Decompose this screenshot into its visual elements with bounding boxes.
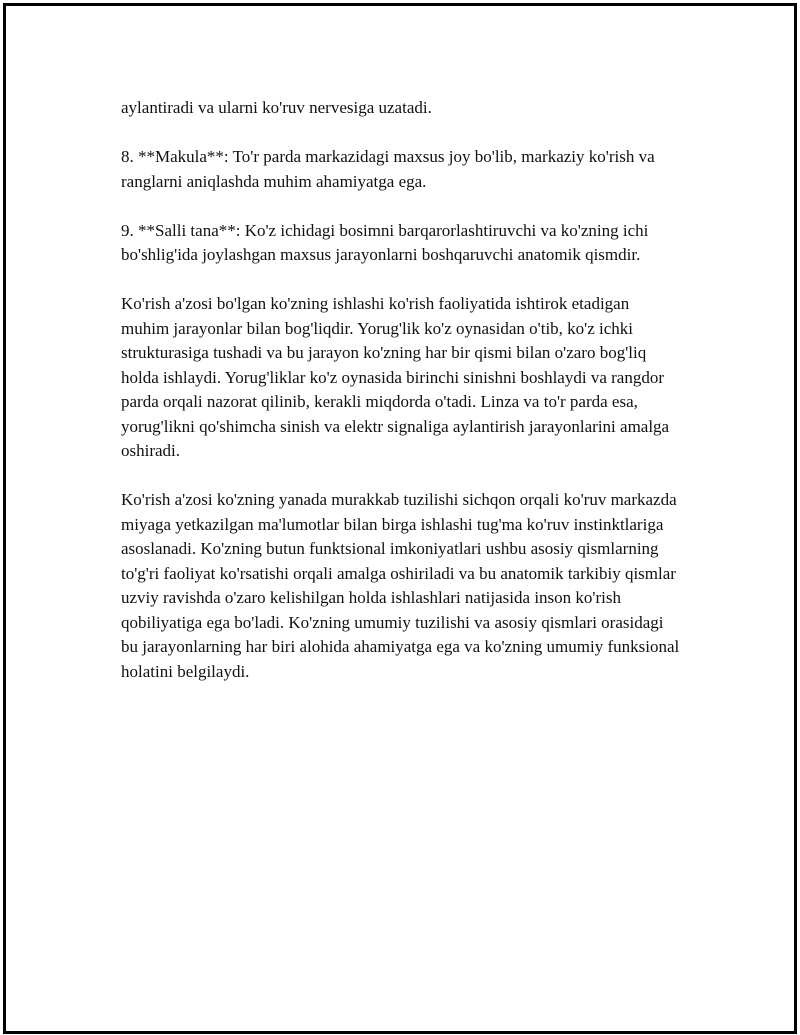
- paragraph-eye-structure: Ko'rish a'zosi ko'zning yanada murakkab tuzilishi sichqon orqali ko'ruv markazda miyaga yetkazilgan ma'lumotlar bilan birga ishlashi tug'ma ko'ruv instinktlariga asoslanadi. Ko'zning butun funktsional imkoniyatlari ushbu asosiy qismlarning to'g'ri faoliyat ko'rsatishi orqali amalga oshiriladi va bu anatomik tarkibiy qismlar uzviy ravishda o'zaro kelishilgan holda ishlashlari natijasida inson ko'rish qobiliyatiga ega bo'ladi. Ko'zning umumiy tuzilishi va asosiy qismlari orasidagi bu jarayonlarning har biri alohida ahamiyatga ega va ko'zning umumiy funksional holatini belgilaydi.: [121, 490, 680, 681]
- list-item-makula: 8. **Makula**: To'r parda markazidagi maxsus joy bo'lib, markaziy ko'rish va ranglarni aniqlashda muhim ahamiyatga ega.: [121, 147, 655, 191]
- page-frame: [3, 3, 797, 1034]
- document-body: [121, 96, 681, 709]
- list-item-salli-tana: 9. **Salli tana**: Ko'z ichidagi bosimni barqarorlashtiruvchi va ko'zning ichi bo'shlig'ida joylashgan maxsus jarayonlarni boshqaruvchi anatomik qismdir.: [121, 220, 649, 264]
- paragraph-eye-function: Ko'rish a'zosi bo'lgan ko'zning ishlashi ko'rish faoliyatida ishtirok etadigan muhim jarayonlar bilan bog'liqdir. Yorug'lik ko'z oynasidan o'tib, ko'z ichki strukturasiga tushadi va bu jarayon ko'zning har bir qismi bilan o'zaro bog'liq holda ishlaydi. Yorug'liklar ko'z oynasida birinchi sinishni boshlaydi va rangdor parda orqali nazorat qilinib, kerakli miqdorda o'tadi. Linza va to'r parda esa, yorug'likni qo'shimcha sinish va elektr signaliga aylantirish jarayonlarini amalga oshiradi.: [121, 294, 670, 460]
- paragraph-continuation: aylantiradi va ularni ko'ruv nervesiga uzatadi.: [121, 98, 432, 117]
